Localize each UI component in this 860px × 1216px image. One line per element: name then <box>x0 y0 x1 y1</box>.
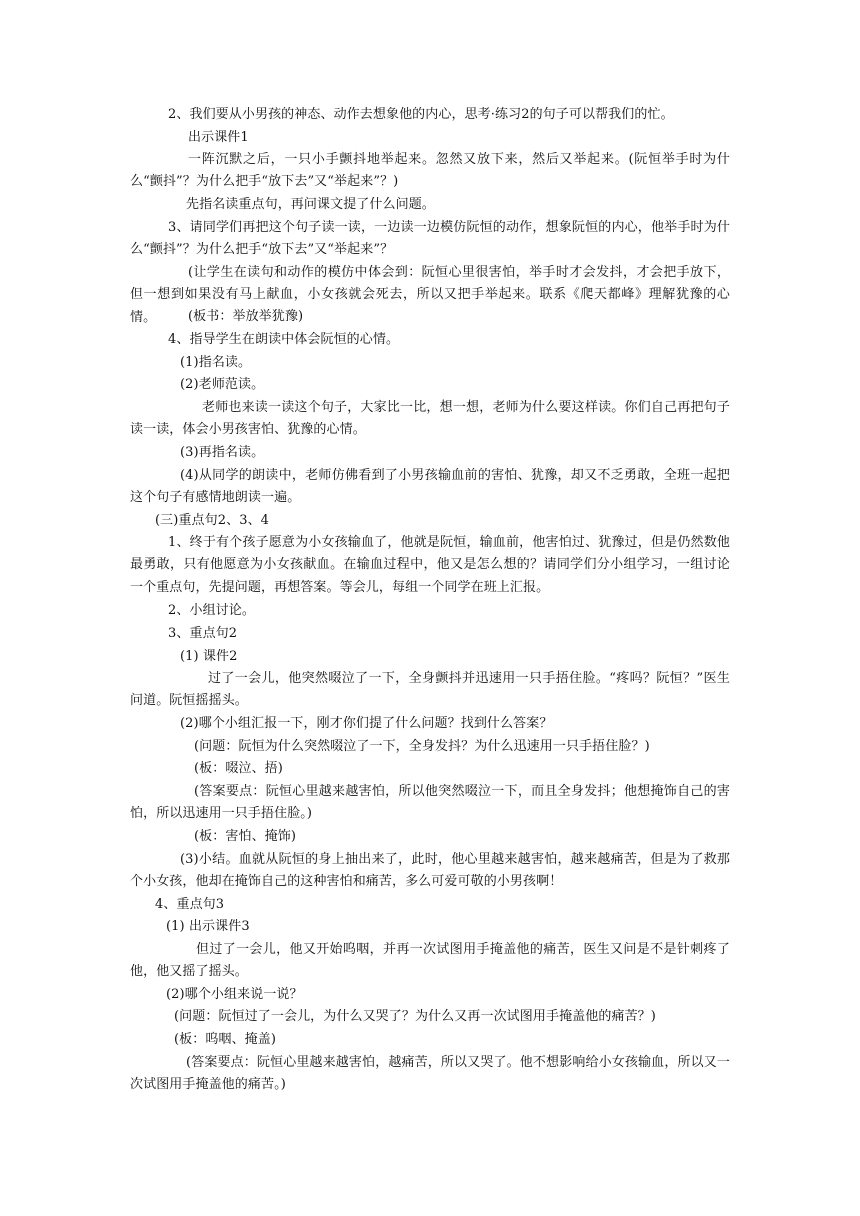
paragraph-16: 2、小组讨论。 <box>168 603 255 618</box>
paragraph-9: (1)指名读。 <box>180 355 252 370</box>
paragraph-30: (问题：阮恒过了一会儿，为什么又哭了？为什么又再一次试图用手掩盖他的痛苦？) <box>174 1009 656 1024</box>
paragraph-1: 2、我们要从小男孩的神态、动作去想象他的内心，思考·练习2的句子可以帮我们的忙。 <box>168 107 674 122</box>
paragraph-21: (问题：阮恒为什么突然啜泣了一下，全身发抖？为什么迅速用一只手捂住脸？) <box>194 739 650 754</box>
paragraph-13: (4)从同学的朗读中，老师仿佛看到了小男孩输血前的害怕、犹豫，却又不乏勇敢，全班一起把这个句子有感情地朗读一遍。 <box>130 468 730 506</box>
paragraph-28: 但过了一会儿，他又开始呜咽，并再一次试图用手掩盖他的痛苦，医生又问是不是针刺疼了他，他又摇了摇头。 <box>130 942 730 980</box>
paragraph-6: (让学生在读句和动作的模仿中体会到：阮恒心里很害怕，举手时才会发抖，才会把手放下，但一想到如果没有马上献血，小女孩就会死去，所以又把手举起来。联系《爬天都峰》理解犹豫的心情。 <box>130 265 730 325</box>
paragraph-29: (2)哪个小组来说一说？ <box>166 987 303 1002</box>
paragraph-10: (2)老师范读。 <box>180 377 265 392</box>
paragraph-26: 4、重点句3 <box>155 897 225 912</box>
paragraph-31: (板：呜咽、掩盖) <box>174 1032 277 1047</box>
paragraph-2: 出示课件1 <box>188 130 249 145</box>
paragraph-24: (板：害怕、掩饰) <box>194 829 297 844</box>
paragraph-12: (3)再指名读。 <box>180 445 265 460</box>
paragraph-3: 一阵沉默之后，一只小手颤抖地举起来。忽然又放下来，然后又举起来。(阮恒举手时为什么“颤抖”？为什么把手“放下去”又“举起来”？) <box>130 152 730 190</box>
paragraph-22: (板：啜泣、捂) <box>194 761 283 776</box>
paragraph-4: 先指名读重点句，再问课文提了什么问题。 <box>186 197 435 212</box>
paragraph-17: 3、重点句2 <box>168 626 238 641</box>
paragraph-7: (板书：举放举犹豫) <box>188 309 304 324</box>
paragraph-19: 过了一会儿，他突然啜泣了一下，全身颤抖并迅速用一只手捂住脸。“疼吗？阮恒？”医生问道。阮恒摇摇头。 <box>130 671 730 709</box>
paragraph-25: (3)小结。血就从阮恒的身上抽出来了，此时，他心里越来越害怕，越来越痛苦，但是为了救那个小女孩，他却在掩饰自己的这种害怕和痛苦，多么可爱可敬的小男孩啊！ <box>130 852 730 890</box>
paragraph-18: (1) 课件2 <box>180 649 238 664</box>
paragraph-27: (1) 出示课件3 <box>166 919 250 934</box>
paragraph-11: 老师也来读一读这个句子，大家比一比，想一想，老师为什么要这样读。你们自己再把句子读一读，体会小男孩害怕、犹豫的心情。 <box>130 400 730 438</box>
paragraph-15: 1、终于有个孩子愿意为小女孩输血了，他就是阮恒，输血前，他害怕过、犹豫过，但是仍然数他最勇敢，只有他愿意为小女孩献血。在输血过程中，他又是怎么想的？请同学们分小组学习，一组讨论一个重点句，先提问题，再想答案。等会儿，每组一个同学在班上汇报。 <box>130 535 730 595</box>
paragraph-5: 3、请同学们再把这个句子读一读，一边读一边模仿阮恒的动作，想象阮恒的内心，他举手时为什么“颤抖”？为什么把手“放下去”又“举起来”？ <box>130 220 730 258</box>
paragraph-32: (答案要点：阮恒心里越来越害怕，越痛苦，所以又哭了。他不想影响给小女孩输血，所以又一次试图用手掩盖他的痛苦。) <box>130 1055 730 1093</box>
paragraph-20: (2)哪个小组汇报一下，刚才你们提了什么问题？找到什么答案？ <box>180 716 553 731</box>
paragraph-8: 4、指导学生在朗读中体会阮恒的心情。 <box>168 332 400 347</box>
paragraph-23: (答案要点：阮恒心里越来越害怕，所以他突然啜泣一下，而且全身发抖；他想掩饰自己的害怕，所以迅速用一只手捂住脸。) <box>130 784 730 822</box>
paragraph-14: (三)重点句2、3、4 <box>155 513 270 528</box>
